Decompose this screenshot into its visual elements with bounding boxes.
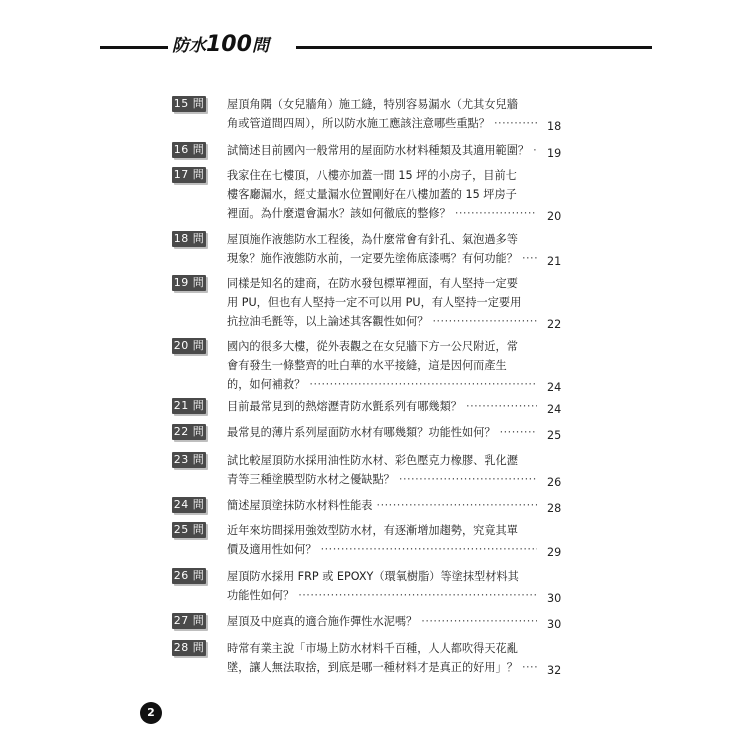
toc-entry-text <box>227 397 537 416</box>
toc-entry-text <box>227 337 537 394</box>
question-number-badge: 27 問 <box>173 614 205 627</box>
toc-entry-text <box>227 521 537 559</box>
toc-entry-text <box>227 230 537 268</box>
toc-entry-line: 價及適用性如何？ ····· <box>227 540 537 559</box>
toc-entry-line: 簡述屋頂塗抹防水材料性能表 ····· <box>227 496 537 515</box>
toc-page-number: 22 <box>547 318 562 331</box>
toc-page-number: 24 <box>547 403 562 416</box>
question-number-badge: 19 問 <box>173 276 205 289</box>
toc-entry-text <box>227 141 537 160</box>
page-folio: 2 <box>140 702 162 724</box>
toc-entry-text <box>227 496 537 515</box>
toc-entry-text <box>227 423 537 442</box>
toc-entry-line: 抗拉油毛氈等，以上論述其客觀性如何？ ····· <box>227 312 537 331</box>
toc-entry-line: 會有發生一條整齊的吐白華的水平接縫，這是因何而產生 <box>227 359 507 372</box>
toc-entry-line: 屋頂及中庭真的適合施作彈性水泥嗎？ ····· <box>227 612 537 631</box>
header-rule-left <box>100 46 168 49</box>
toc-entry-text <box>227 639 537 677</box>
toc-page-number: 25 <box>547 429 562 442</box>
toc-entry-text <box>227 451 537 489</box>
header-rule-right <box>296 46 652 49</box>
question-number-badge: 15 問 <box>173 97 205 110</box>
toc-entry-line: 最常見的薄片系列屋面防水材有哪幾類？功能性如何？ ····· <box>227 423 537 442</box>
toc-entry-line: 目前最常見到的熱熔瀝青防水氈系列有哪幾類？ ····· <box>227 397 537 416</box>
toc-entry-text <box>227 95 537 133</box>
toc-entry-line: 樓客廳漏水，經丈量漏水位置剛好在八樓加蓋的 15 坪房子 <box>227 188 517 201</box>
header-title-number: 100 <box>206 32 252 57</box>
toc-entry-text <box>227 166 537 223</box>
toc-entry-line: 用 PU，但也有人堅持一定不可以用 PU，有人堅持一定要用 <box>227 296 522 309</box>
toc-page-number: 20 <box>547 210 562 223</box>
toc-page-number: 29 <box>547 546 562 559</box>
question-number-badge: 26 問 <box>173 569 205 582</box>
question-number-badge: 20 問 <box>173 339 205 352</box>
toc-entry-line: 屋頂施作液態防水工程後，為什麼常會有針孔、氣泡過多等 <box>227 233 518 246</box>
toc-entry-line: 試簡述目前國內一般常用的屋面防水材料種類及其適用範圍？ ····· <box>227 141 537 160</box>
question-number-badge: 28 問 <box>173 641 205 654</box>
question-number-badge: 23 問 <box>173 453 205 466</box>
toc-entry-line: 墜，讓人無法取捨，到底是哪一種材料才是真正的好用」？ ····· <box>227 658 537 677</box>
toc-entry-line: 角或管道間四周），所以防水施工應該注意哪些重點？ ····· <box>227 114 537 133</box>
toc-entry-text <box>227 274 537 331</box>
toc-entry-text <box>227 612 537 631</box>
running-header <box>100 30 652 60</box>
toc-entry-line: 屋頂角隅（女兒牆角）施工縫，特別容易漏水（尤其女兒牆 <box>227 98 518 111</box>
toc-page-number: 18 <box>547 120 562 133</box>
toc-entry-line: 屋頂防水採用 FRP 或 EPOXY（環氧樹脂）等塗抹型材料其 <box>227 570 519 583</box>
toc-page-number: 30 <box>547 618 562 631</box>
toc-entry-line: 時常有業主說「市場上防水材料千百種，人人都吹得天花亂 <box>227 642 518 655</box>
toc-entry-line: 功能性如何？ ····· <box>227 586 537 605</box>
toc-entry-line: 近年來坊間採用強效型防水材，有逐漸增加趨勢，究竟其單 <box>227 524 518 537</box>
toc-entry-line: 青等三種塗膜型防水材之優缺點？ ····· <box>227 470 537 489</box>
toc-entry-line: 同樣是知名的建商，在防水發包標單裡面，有人堅持一定要 <box>227 277 518 290</box>
question-number-badge: 24 問 <box>173 498 205 511</box>
toc-entry-line: 裡面。為什麼還會漏水？該如何徹底的整修？ ····· <box>227 204 537 223</box>
toc-page-number: 19 <box>547 147 562 160</box>
toc-page-number: 21 <box>547 255 562 268</box>
toc-page-number: 30 <box>547 592 562 605</box>
header-title-prefix: 防水 <box>172 36 206 56</box>
header-title-suffix: 問 <box>251 36 269 56</box>
question-number-badge: 16 問 <box>173 143 205 156</box>
question-number-badge: 22 問 <box>173 425 205 438</box>
toc-page-number: 32 <box>547 664 562 677</box>
question-number-badge: 25 問 <box>173 523 205 536</box>
toc-entry-text <box>227 567 537 605</box>
toc-page-number: 26 <box>547 476 562 489</box>
toc-entry-line: 我家住在七樓頂，八樓亦加蓋一間 15 坪的小房子，目前七 <box>227 169 517 182</box>
toc-page-number: 28 <box>547 502 562 515</box>
header-title <box>172 30 269 61</box>
question-number-badge: 18 問 <box>173 232 205 245</box>
question-number-badge: 21 問 <box>173 399 205 412</box>
toc-page-number: 24 <box>547 381 562 394</box>
toc-entry-line: 現象？施作液態防水前，一定要先塗佈底漆嗎？有何功能？ ····· <box>227 249 537 268</box>
question-number-badge: 17 問 <box>173 168 205 181</box>
toc-entry-line: 試比較屋頂防水採用油性防水材、彩色壓克力橡膠、乳化瀝 <box>227 454 518 467</box>
toc-entry-line: 的，如何補救？ ····· <box>227 375 537 394</box>
toc-entry-line: 國內的很多大樓，從外表觀之在女兒牆下方一公尺附近，常 <box>227 340 518 353</box>
